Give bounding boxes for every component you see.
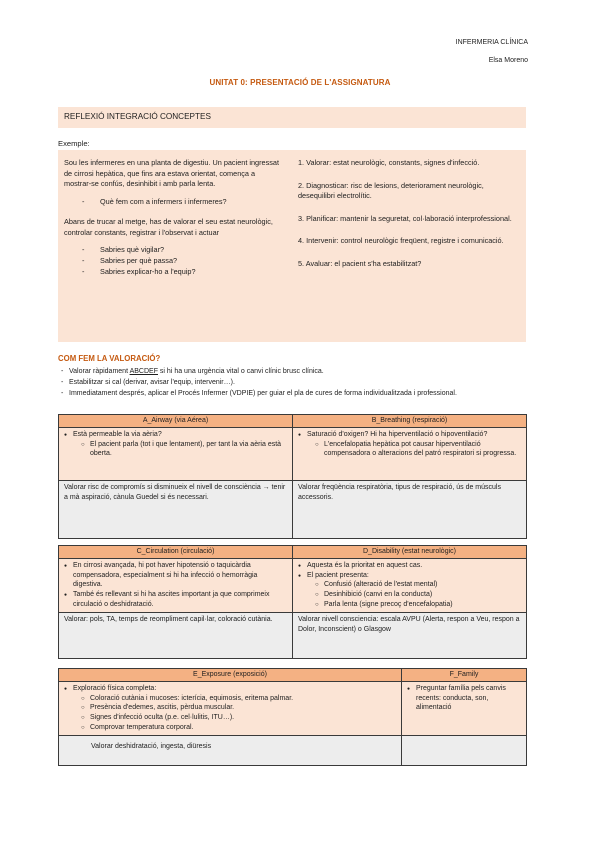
action-list	[64, 245, 284, 277]
valoracio-item: - Estabilitzar si cal (derivar, avisar l'equip, intervenir…).	[60, 377, 540, 388]
bullet-item	[298, 430, 521, 459]
bullet-item: ● Aquesta és la prioritat en aquest cas.	[298, 561, 521, 571]
breathing-valorar: Valorar freqüència respiratòria, tipus de respiració, ús de músculs accessoris.	[293, 480, 527, 538]
step-item: 1. Valorar: estat neurològic, constants, signes d'infecció.	[298, 158, 480, 167]
example-box	[58, 150, 526, 342]
exposure-valorar: Valorar deshidratació, ingesta, diüresis	[59, 735, 402, 765]
sub-bullet-item: ○ Desinhibició (canvi en la conducta)	[315, 590, 521, 600]
bullet-item: ● També és rellevant si hi ha ascites important ja que comprimeix circulació o deshidratació.	[64, 590, 287, 610]
airway-title: A_Airway (via Aérea)	[59, 415, 293, 428]
step-item: 3. Planificar: mantenir la seguretat, col·laboració interprofessional.	[298, 213, 512, 223]
section-heading: REFLEXIÓ INTEGRACIÓ CONCEPTES	[58, 107, 526, 128]
exposure-cell	[59, 681, 402, 735]
family-cell	[402, 681, 527, 735]
text-span: Saturació d'oxigen? Hi ha hiperventilació o hipoventilació?	[307, 430, 488, 438]
circulation-cell	[59, 558, 293, 612]
disability-valorar: Valorar nivell consciencia: escala AVPU (Alerta, respon a Veu, respon a Dolor, Inconscient) o Glasgow	[293, 612, 527, 658]
airway-cell	[59, 427, 293, 480]
exemple-label: Exemple:	[58, 139, 90, 148]
breathing-cell	[293, 427, 527, 480]
action-item: - Sabries explicar-ho a l'equip?	[64, 267, 284, 278]
table-exposure-family	[58, 668, 527, 766]
text-span: Està permeable la via aèria?	[73, 430, 162, 438]
valoracio-item	[60, 366, 540, 377]
step-item: 2. Diagnosticar: risc de lesions, deteriorament neurològic, desequilibri electrolític.	[298, 180, 484, 201]
case-text: Sou les infermeres en una planta de digestiu. Un pacient ingressat de cirrosi hepàtica, que fins ara estava orientat, comença a mostrar-se confús, desinhibit i amb parla lenta.	[64, 158, 279, 189]
valoracio-heading: COM FEM LA VALORACIÓ?	[58, 354, 161, 363]
sub-bullet-item: ○ Confusió (alteració de l'estat mental)	[315, 580, 521, 590]
circulation-valorar: Valorar: pols, TA, temps de reompliment capil·lar, coloració cutània.	[59, 612, 293, 658]
step-item: 5. Avaluar: el pacient s'ha estabilitzat?	[298, 258, 422, 268]
breathing-title: B_Breathing (respiració)	[293, 415, 527, 428]
sub-bullet-item: ○ Comprovar temperatura corporal.	[81, 723, 396, 733]
question-item: - Què fem com a infermers i infermeres?	[64, 197, 284, 208]
text-span: El pacient presenta:	[307, 571, 369, 579]
bullet-item	[64, 430, 287, 459]
page-title: UNITAT 0: PRESENTACIÓ DE L'ASSIGNATURA	[209, 78, 391, 87]
sub-bullet-item: ○ Signes d'infecció oculta (p.e. cel·lulitis, ITU…).	[81, 713, 396, 723]
circulation-title: C_Circulation (circulació)	[59, 546, 293, 559]
text-span: si hi ha una urgència vital o canvi clínic brusc clínica.	[157, 368, 324, 375]
family-valorar-empty	[402, 735, 527, 765]
family-title: F_Family	[402, 669, 527, 682]
sub-bullet-item: ○ Parla lenta (signe precoç d'encefalopatia)	[315, 600, 521, 610]
text-span: Exploració física completa:	[73, 684, 157, 692]
action-item: - Sabries per què passa?	[64, 256, 284, 267]
table-circulation-disability	[58, 545, 527, 659]
exposure-title: E_Exposure (exposició)	[59, 669, 402, 682]
process-steps	[298, 158, 520, 281]
valoracio-item: - Immediatament després, aplicar el Procés Infermer (VDPIE) per guiar el pla de cures de forma individualitzada i professional.	[60, 388, 540, 399]
header-subject: INFERMERIA CLÍNICA	[455, 39, 528, 46]
bullet-item: ● Preguntar família pels canvis recents: conducta, son, alimentació	[407, 684, 521, 713]
action-item: - Sabries què vigilar?	[64, 245, 284, 256]
airway-valorar: Valorar risc de compromís si disminueix el nivell de consciència → tenir a mà aspiració, cànula Guedel si és necessari.	[59, 480, 293, 538]
header-author: Elsa Moreno	[488, 57, 528, 64]
table-airway-breathing	[58, 414, 527, 539]
abcdef-link[interactable]: ABCDEF	[129, 368, 158, 375]
sub-bullet-item: ○ L'encefalopatia hepàtica pot causar hiperventilació compensadora o alteracions del patró respiratori si progressa.	[315, 440, 521, 460]
text-span: Valorar ràpidament	[69, 368, 130, 375]
question-list	[64, 197, 284, 208]
example-case	[64, 158, 284, 285]
bullet-item	[64, 684, 396, 733]
sub-bullet-item: ○ El pacient parla (tot i que lentament), per tant la via aèria està oberta.	[81, 440, 287, 460]
sub-bullet-item: ○ Coloració cutània i mucoses: icterícia, equimosis, eritema palmar.	[81, 694, 396, 704]
step-item: 4. Intervenir: control neurològic freqüent, registre i comunicació.	[298, 236, 504, 246]
bullet-item: ● En cirrosi avançada, hi pot haver hipotensió o taquicàrdia compensadora, especialment si hi ha infecció o hemorràgia digestiva.	[64, 561, 287, 590]
sub-bullet-item: ○ Presència d'edemes, ascitis, pèrdua muscular.	[81, 703, 396, 713]
disability-title: D_Disability (estat neurològic)	[293, 546, 527, 559]
action-text: Abans de trucar al metge, has de valorar el seu estat neurològic, controlar constants, registrar i l'observat i actuar	[64, 217, 273, 237]
disability-cell	[293, 558, 527, 612]
valoracio-list	[60, 366, 540, 400]
bullet-item	[298, 571, 521, 610]
